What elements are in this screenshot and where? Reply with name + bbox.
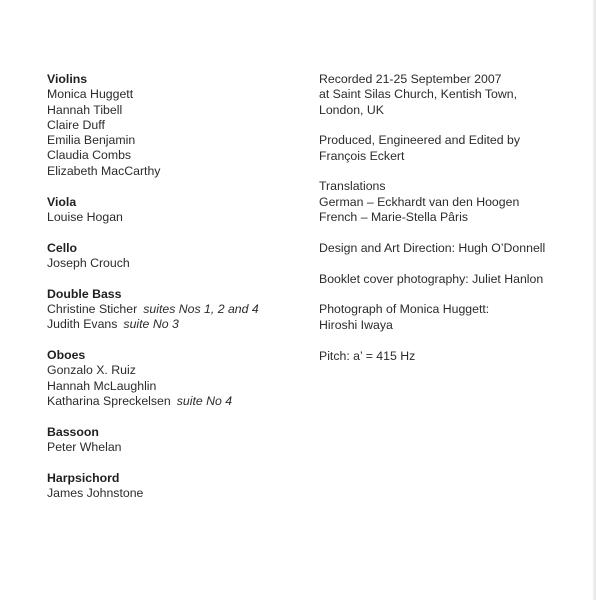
credit-line: Translations: [319, 179, 386, 194]
player-name: Hannah McLaughlin: [47, 378, 157, 393]
player-entry: [47, 256, 307, 271]
credit-line: Produced, Engineered and Edited by: [319, 133, 520, 148]
player-note: suites Nos 1, 2 and 4: [143, 302, 259, 317]
section-violins: [47, 72, 307, 179]
player-name: Peter Whelan: [47, 440, 122, 455]
credit-production: [319, 133, 579, 164]
player-name: Emilia Benjamin: [47, 133, 136, 148]
player-name: Elizabeth MacCarthy: [47, 163, 161, 178]
player-entry: [47, 394, 307, 409]
section-heading: Bassoon: [47, 424, 99, 439]
section-heading: Double Bass: [47, 286, 122, 301]
player-entry: [47, 164, 307, 179]
player-entry: [47, 148, 307, 163]
section-heading: Cello: [47, 240, 78, 255]
player-name: Joseph Crouch: [47, 255, 130, 270]
player-name: Monica Huggett: [47, 87, 134, 102]
section-heading: Harpsichord: [47, 470, 120, 485]
section-double-bass: [47, 287, 307, 333]
player-note: suite No 4: [176, 394, 233, 409]
player-entry: [47, 317, 307, 332]
section-heading: Violins: [47, 72, 88, 86]
section-viola: [47, 195, 307, 226]
credit-design: [319, 241, 579, 256]
credit-line: Design and Art Direction: Hugh O’Donnell: [319, 240, 546, 255]
player-entry: [47, 133, 307, 148]
section-bassoon: [47, 425, 307, 456]
credit-pitch: [319, 349, 579, 364]
player-entry: [47, 302, 307, 317]
player-entry: [47, 363, 307, 378]
player-entry: [47, 87, 307, 102]
player-entry: [47, 440, 307, 455]
player-name: Katharina Spreckelsen: [47, 394, 171, 409]
section-oboes: [47, 348, 307, 409]
player-name: Gonzalo X. Ruiz: [47, 363, 136, 378]
player-entry: [47, 103, 307, 118]
player-note: suite No 3: [123, 317, 179, 332]
player-name: Hannah Tibell: [47, 102, 123, 117]
credit-line: German – Eckhardt van den Hoogen: [319, 194, 520, 209]
recording-credits: [319, 72, 579, 379]
section-heading: Oboes: [47, 348, 86, 363]
credit-line: Booklet cover photography: Juliet Hanlon: [319, 271, 544, 286]
section-harpsichord: [47, 471, 307, 502]
section-cello: [47, 241, 307, 272]
credit-line: London, UK: [319, 102, 384, 117]
player-name: Judith Evans: [47, 317, 118, 332]
credit-line: François Eckert: [319, 148, 405, 163]
player-name: Claire Duff: [47, 117, 105, 132]
credit-line: Hiroshi Iwaya: [319, 317, 393, 332]
player-entry: [47, 379, 307, 394]
credit-line: French – Marie-Stella Pâris: [319, 210, 468, 225]
musicians-list: [47, 72, 307, 517]
credit-portrait-photo: [319, 302, 579, 333]
credit-line: Pitch: a’ = 415 Hz: [319, 348, 416, 363]
credit-recording: [319, 72, 579, 118]
player-name: Louise Hogan: [47, 209, 123, 224]
player-entry: [47, 210, 307, 225]
credit-translations: [319, 179, 579, 225]
credit-line: at Saint Silas Church, Kentish Town,: [319, 87, 517, 102]
credit-cover-photo: [319, 272, 579, 287]
credit-line: Recorded 21-25 September 2007: [319, 72, 502, 86]
section-heading: Viola: [47, 194, 77, 209]
credit-line: Photograph of Monica Huggett:: [319, 302, 490, 317]
player-name: Christine Sticher: [47, 302, 138, 317]
player-entry: [47, 486, 307, 501]
player-name: James Johnstone: [47, 486, 144, 501]
player-name: Claudia Combs: [47, 148, 132, 163]
player-entry: [47, 118, 307, 133]
